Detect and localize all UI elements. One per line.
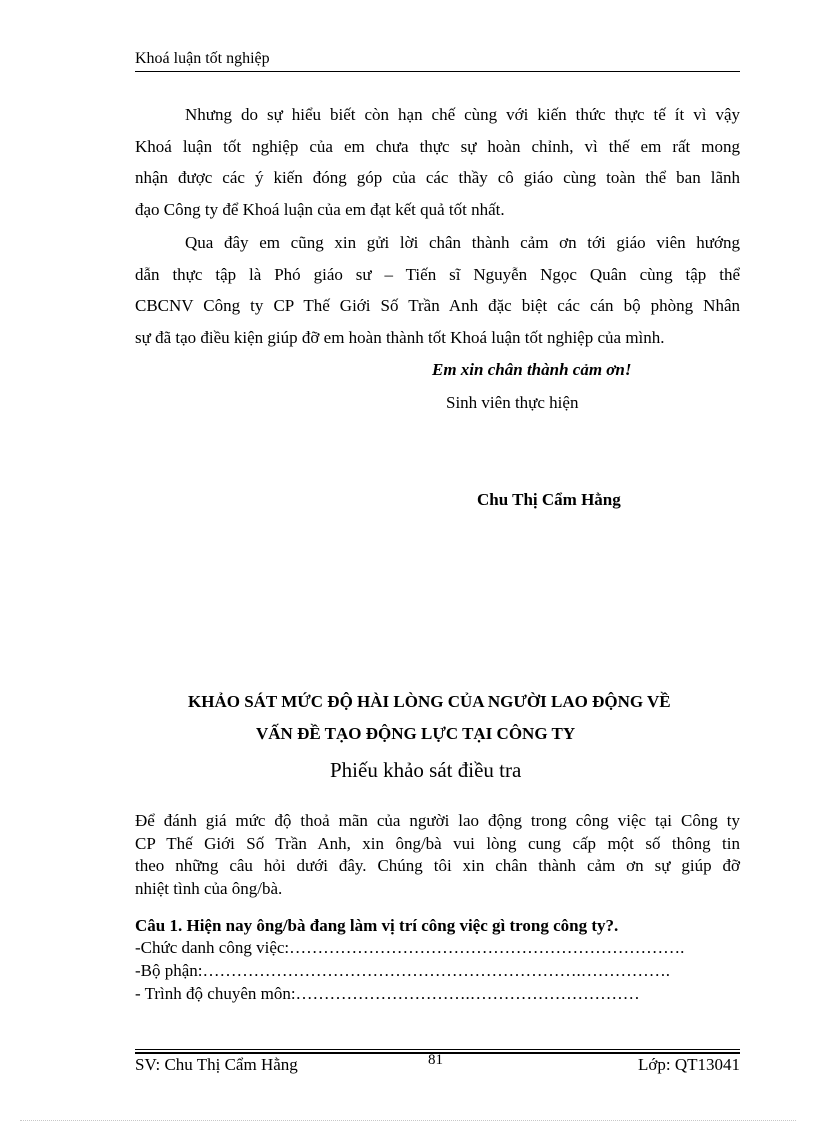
text-line: Để đánh giá mức độ thoả mãn của người lao động trong công việc tại Công ty [135,811,740,830]
footer-student: SV: Chu Thị Cẩm Hằng [135,1055,298,1074]
running-header: Khoá luận tốt nghiệp [135,50,270,67]
paragraph-1 [135,99,740,225]
footer-divider [135,1049,740,1050]
department-field[interactable]: -Bộ phận:………………………………………………………….……………. [135,961,671,980]
text-line: nhiệt tình của ông/bà. [135,878,283,898]
footer-class: Lớp: QT13041 [637,1055,740,1074]
survey-title: KHẢO SÁT MỨC ĐỘ HÀI LÒNG CỦA NGƯỜI LAO ĐỘNG VỀ [188,692,671,711]
page-edge [20,1120,796,1121]
paragraph-2 [135,227,740,353]
text-line: dẫn thực tập là Phó giáo sư – Tiến sĩ Nguyễn Ngọc Quân cùng tập thể [135,264,740,284]
text-line: đạo Công ty để Khoá luận của em đạt kết quả tốt nhất. [135,199,505,219]
signer-role: Sinh viên thực hiện [446,393,579,412]
text-line: Khoá luận tốt nghiệp của em chưa thực sự hoàn chỉnh, vì thế em rất mong [135,136,740,156]
qualification-field[interactable]: - Trình độ chuyên môn:………………………….………………………… [135,984,640,1003]
job-title-field[interactable]: -Chức danh công việc:……………………………………………………………. [135,938,685,957]
signer-name: Chu Thị Cẩm Hằng [477,490,621,509]
text-line: Nhưng do sự hiểu biết còn hạn chế cùng với kiến thức thực tế ít vì vậy [185,105,740,124]
survey-subtitle: Phiếu khảo sát điều tra [330,758,522,782]
header-divider [135,71,740,72]
question-1: Câu 1. Hiện nay ông/bà đang làm vị trí công việc gì trong công ty?. [135,916,619,935]
text-line: theo những câu hỏi dưới đây. Chúng tôi xin chân thành cảm ơn sự giúp đỡ [135,856,740,875]
text-line: nhận được các ý kiến đóng góp của các thầy cô giáo cùng toàn thể ban lãnh [135,168,740,187]
text-line: sự đã tạo điều kiện giúp đỡ em hoàn thành tốt Khoá luận tốt nghiệp của mình. [135,327,665,347]
text-line: CP Thế Giới Số Trần Anh, xin ông/bà vui lòng cung cấp một số thông tin [135,833,740,853]
text-line: CBCNV Công ty CP Thế Giới Số Trần Anh đặc biệt các cán bộ phòng Nhân [135,296,740,315]
thanks-line: Em xin chân thành cảm ơn! [432,360,632,379]
page-number: 81 [428,1052,443,1068]
survey-intro [135,810,740,900]
survey-title-line2: VẤN ĐỀ TẠO ĐỘNG LỰC TẠI CÔNG TY [256,724,576,743]
text-line: Qua đây em cũng xin gửi lời chân thành cảm ơn tới giáo viên hướng [185,233,740,252]
